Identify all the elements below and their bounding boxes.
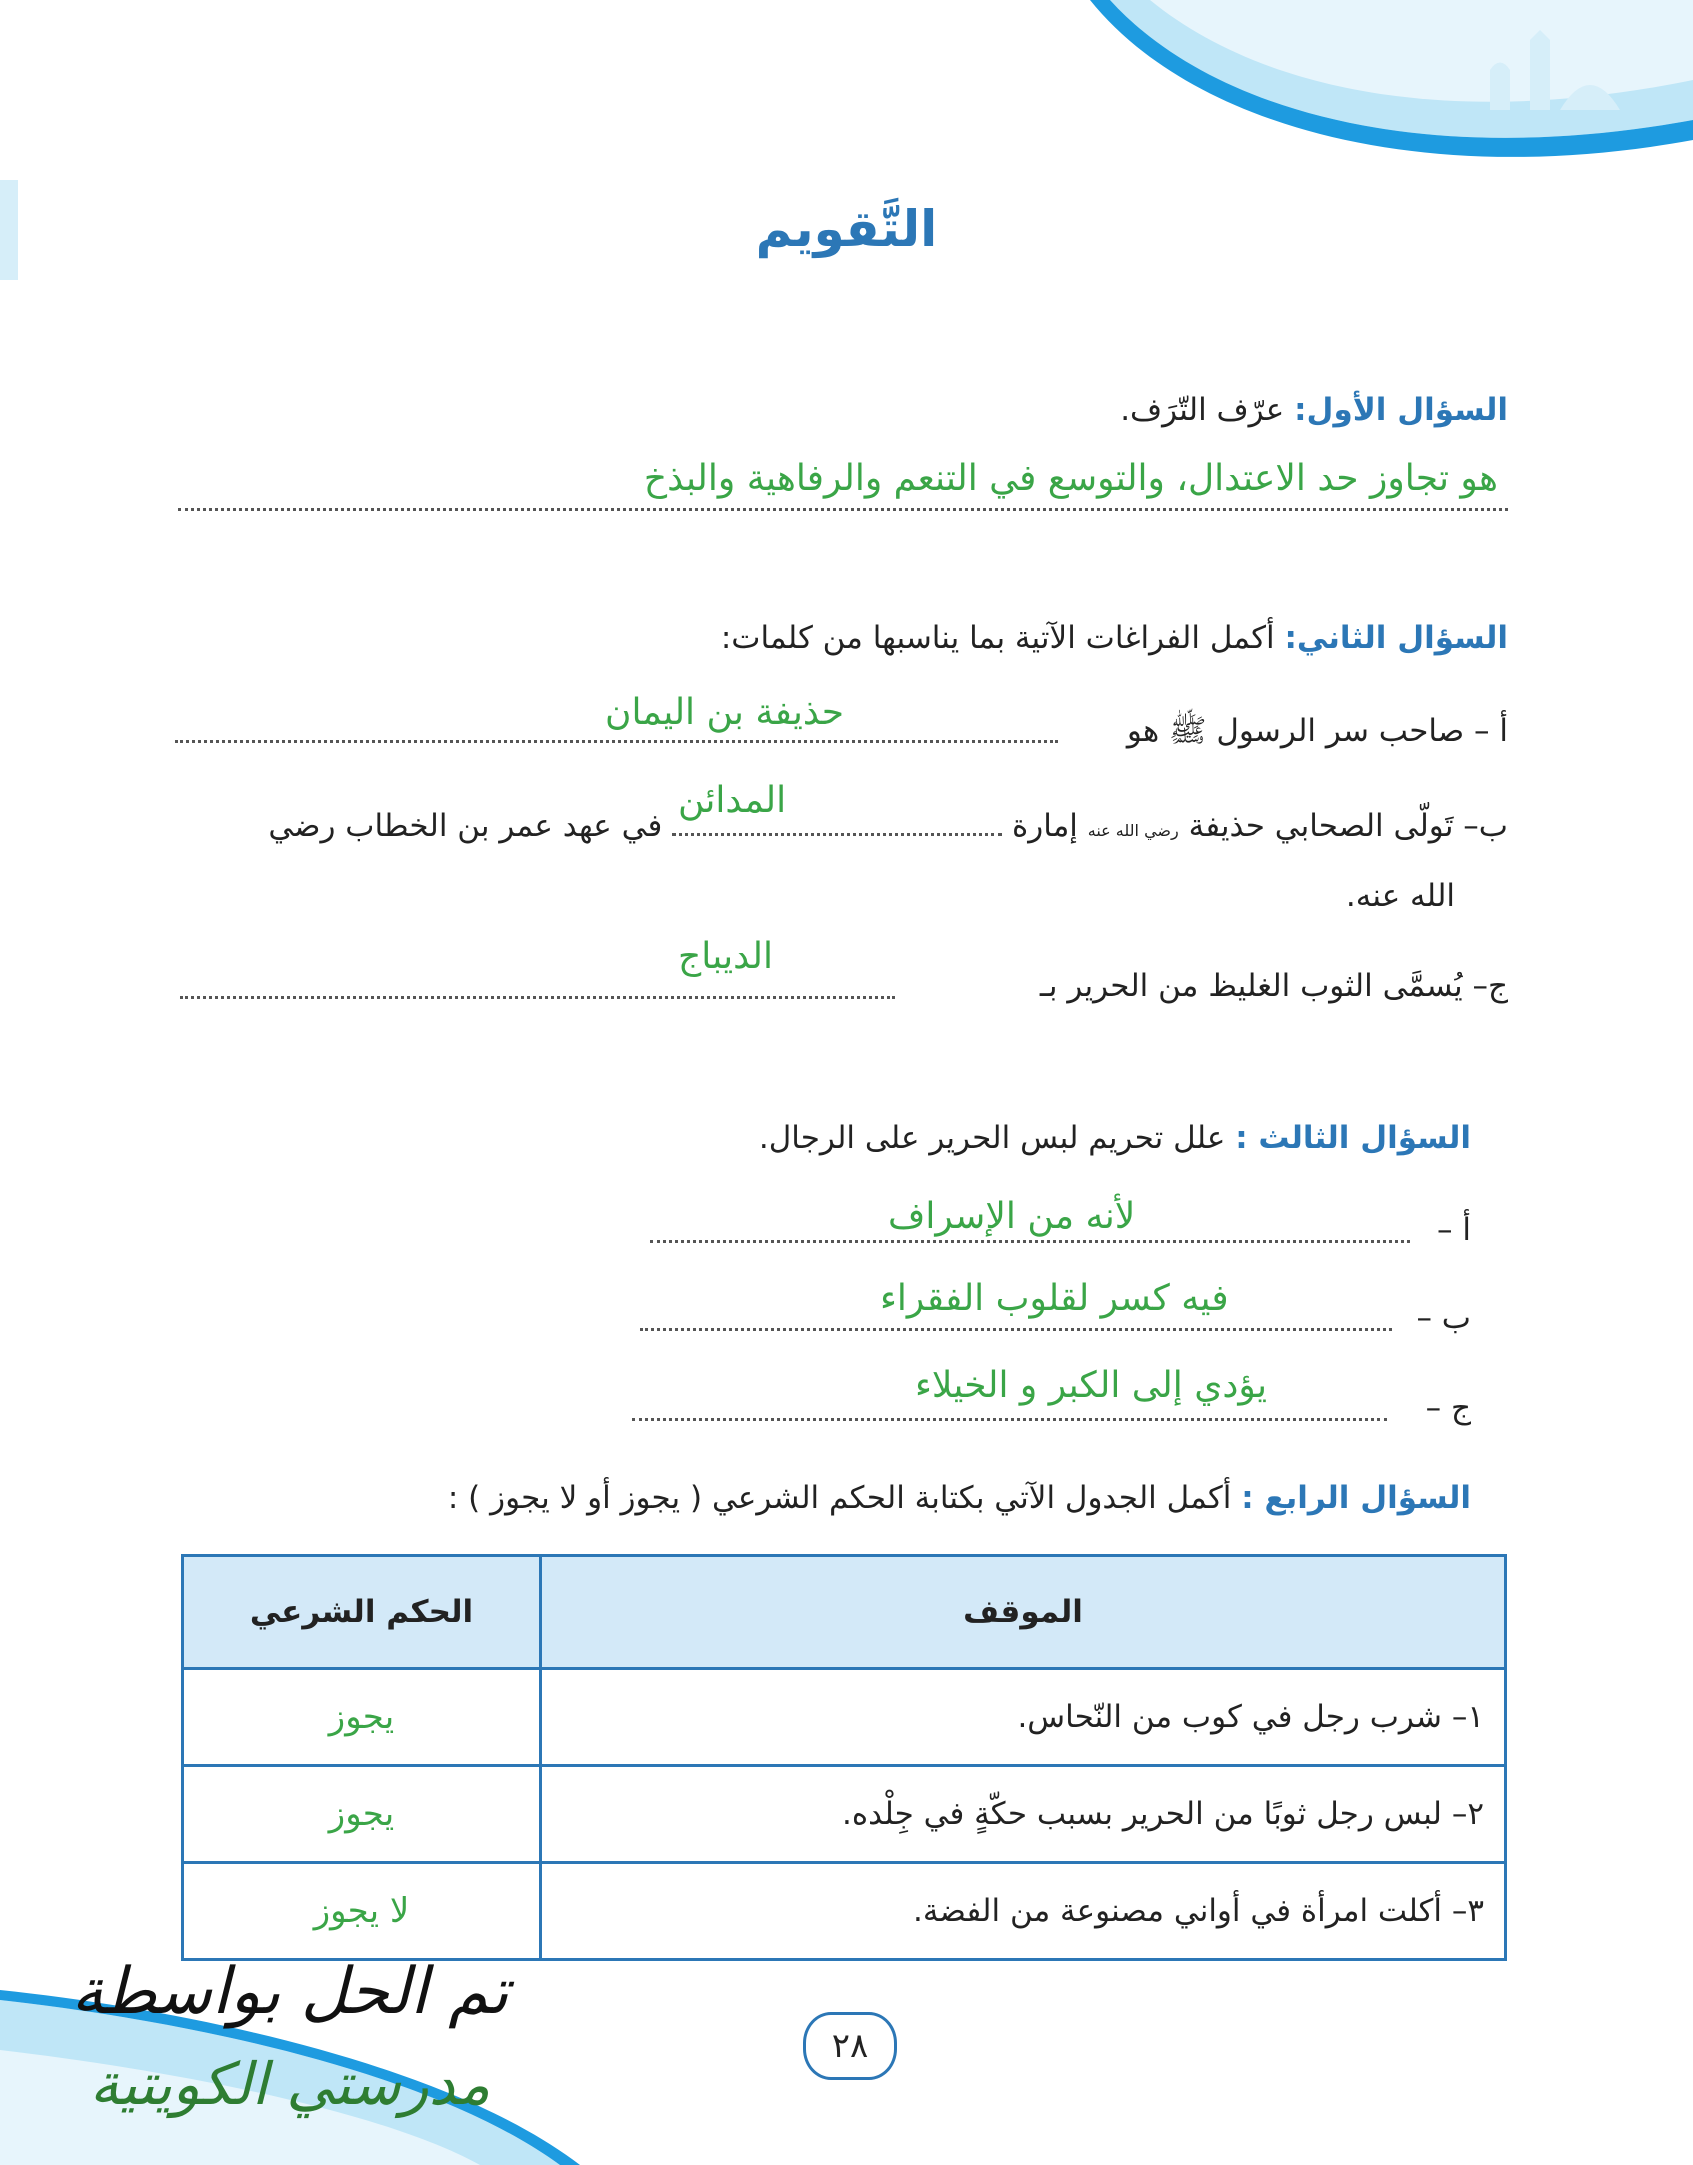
top-corner-decoration xyxy=(1090,0,1693,170)
question-2-prompt xyxy=(721,620,1508,656)
question-2b-answer-line xyxy=(672,833,1002,836)
question-2c-text: ج– يُسمَّى الثوب الغليظ من الحرير بـ xyxy=(1039,968,1508,1004)
question-2b-end: في عهد عمر بن الخطاب رضي xyxy=(268,808,663,844)
question-1-answer-line xyxy=(178,508,1508,511)
table-header-row xyxy=(183,1556,1506,1669)
situation-cell: ١– شرب رجل في كوب من النّحاس. xyxy=(541,1669,1506,1766)
question-3a-answer-line xyxy=(650,1240,1410,1243)
question-2-label: السؤال الثاني: xyxy=(1284,620,1508,656)
question-3b-marker: ب – xyxy=(1416,1300,1471,1336)
question-3a-answer: لأنه من الإسراف xyxy=(888,1196,1136,1237)
honorific-ra: رضي الله عنه xyxy=(1087,821,1179,840)
question-3c-marker: ج – xyxy=(1425,1390,1471,1426)
question-1-text: عرّف التّرَف. xyxy=(1120,392,1285,428)
question-3c-answer-line xyxy=(632,1418,1387,1421)
question-2b-text xyxy=(268,808,1508,844)
ruling-cell: يجوز xyxy=(183,1669,541,1766)
page-title: التَّقويم xyxy=(755,200,938,258)
question-2-text: أكمل الفراغات الآتية بما يناسبها من كلمات: xyxy=(720,620,1275,656)
question-2a-answer: حذيفة بن اليمان xyxy=(605,692,845,733)
question-4-label: السؤال الرابع : xyxy=(1241,1480,1471,1516)
question-3b-answer-line xyxy=(640,1328,1392,1331)
ruling-cell: يجوز xyxy=(183,1766,541,1863)
signature-line-2: مدرستي الكويتية xyxy=(89,2050,491,2118)
question-2b-mid: إمارة xyxy=(1012,808,1088,844)
question-3b-answer: فيه كسر لقلوب الفقراء xyxy=(880,1278,1229,1319)
page-number: ٢٨ xyxy=(803,2012,897,2080)
situation-cell: ٢– لبس رجل ثوبًا من الحرير بسبب حكّةٍ في جِلْده. xyxy=(541,1766,1506,1863)
question-3a-marker: أ – xyxy=(1437,1212,1471,1248)
column-header-ruling: الحكم الشرعي xyxy=(183,1556,541,1669)
column-header-situation: الموقف xyxy=(541,1556,1506,1669)
question-1-answer: هو تجاوز حد الاعتدال، والتوسع في التنعم والرفاهية والبذخ xyxy=(643,458,1498,499)
question-1-prompt xyxy=(1120,392,1508,428)
question-2a-answer-line xyxy=(175,740,1058,743)
question-2c-answer-line xyxy=(180,996,895,999)
question-3-prompt xyxy=(759,1120,1471,1156)
table-row xyxy=(183,1766,1506,1863)
question-2b-answer: المدائن xyxy=(678,780,787,821)
rulings-table xyxy=(181,1554,1507,1961)
ruling-cell: لا يجوز xyxy=(183,1863,541,1960)
question-3c-answer: يؤدي إلى الكبر و الخيلاء xyxy=(915,1365,1268,1406)
table-row xyxy=(183,1863,1506,1960)
question-4-text: أكمل الجدول الآتي بكتابة الحكم الشرعي ( يجوز أو لا يجوز ) : xyxy=(447,1480,1232,1516)
situation-cell: ٣– أكلت امرأة في أواني مصنوعة من الفضة. xyxy=(541,1863,1506,1960)
question-2b-continuation: الله عنه. xyxy=(1345,878,1455,914)
question-2a-text: أ – صاحب سر الرسول ﷺ هو xyxy=(1126,713,1508,749)
question-3-label: السؤال الثالث : xyxy=(1235,1120,1471,1156)
table-row xyxy=(183,1669,1506,1766)
question-3-text: علل تحريم لبس الحرير على الرجال. xyxy=(758,1120,1226,1156)
question-1-label: السؤال الأول: xyxy=(1294,392,1508,428)
question-4-prompt xyxy=(448,1480,1471,1516)
question-2b-start: ب– تَولّى الصحابي حذيفة xyxy=(1178,808,1508,844)
signature-line-1: تم الحل بواسطة xyxy=(71,1955,509,2029)
question-2c-answer: الديباج xyxy=(678,936,773,977)
